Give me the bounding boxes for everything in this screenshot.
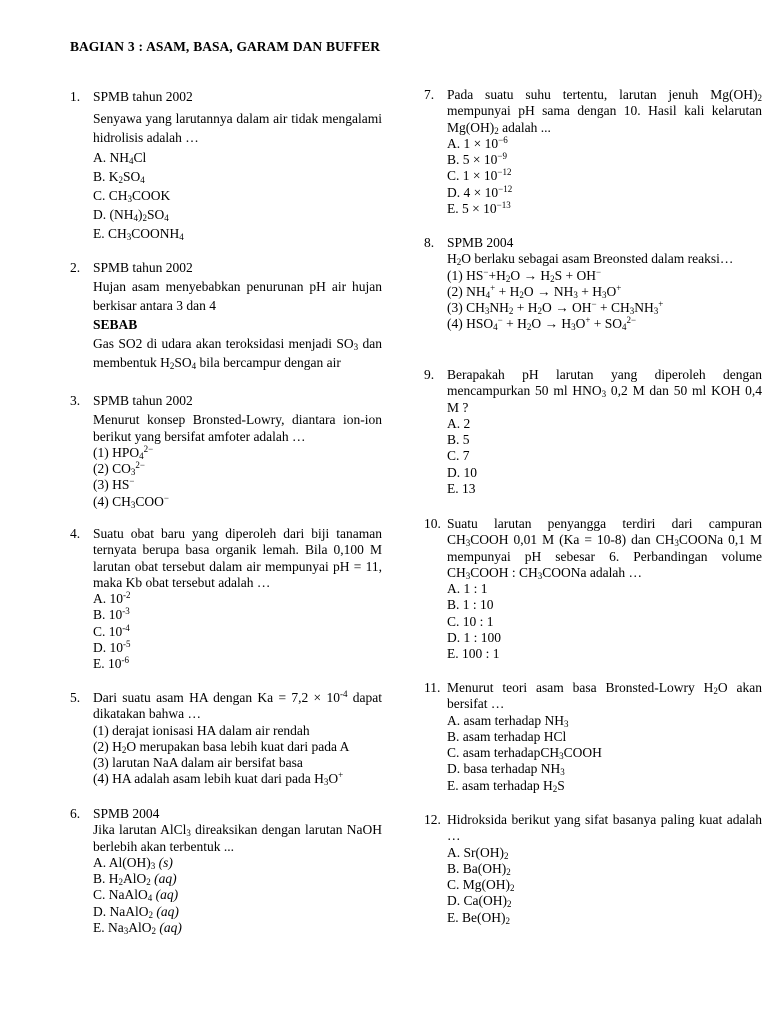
question-number: 10. [424,516,441,531]
option: B. $Ba(OH)_2$ [447,860,511,877]
question-10 [424,516,762,663]
option: A. asam terhadap $NH_3$ [447,712,569,729]
option: (4) $HSO_4^- + H_2O \to H_3O^+ + SO_4^{2-}$ [447,315,637,333]
question-number: 6. [70,806,81,821]
question-reason: Gas SO2 di udara akan teroksidasi menjadi $SO_3$ dan membentuk $H_2SO_4$ bila bercampur dengan air [93,336,382,371]
question-stem: Menurut konsep Bronsted-Lowry, diantara ion-ion berikut yang bersifat amfoter adalah … [93,412,382,444]
option: (4) $CH_3COO^-$ [93,492,169,510]
question-stem: Berapakah pH larutan yang diperoleh dengan mencampurkan 50 ml $HNO_3$ 0,2 M dan 50 ml KOH 0,4 M ? [447,367,762,415]
option: C. 7 [447,448,470,464]
option: B. $5 \times 10^{-9}$ [447,151,507,168]
option: (3) $CH_3NH_2 + H_2O \to OH^- + CH_3NH_3^+$ [447,299,664,317]
answer-options [447,581,762,662]
question-stem: Dari suatu asam HA dengan $Ka = 7,2 \times 10^{-4}$ dapat dikatakan bahwa … [93,689,382,722]
option: D. $10^{-5}$ [93,639,131,656]
option: B. $10^{-3}$ [93,606,130,623]
option: (4) HA adalah asam lebih kuat dari pada $H_3O^+$ [93,770,344,788]
answer-options [93,445,382,510]
option: (2) $CO_3^{2-}$ [93,460,145,478]
option: B. 5 [447,432,470,448]
option: C. $1 \times 10^{-12}$ [447,167,512,184]
option: D. $Ca(OH)_2$ [447,893,512,910]
option: C. asam terhadapCH$_3$COOH [447,745,602,762]
question-stem: Hidroksida berikut yang sifat basanya paling kuat adalah … [447,812,762,844]
question-number: 2. [70,260,81,275]
option: B. $H_2AlO_2$ (aq) [93,871,177,888]
question-5 [70,690,382,788]
question-number: 1. [70,89,81,104]
option: D. 1 : 100 [447,630,501,646]
question-7 [424,87,762,217]
option: (1) derajat ionisasi HA dalam air rendah [93,722,310,738]
option: B. asam terhadap HCl [447,728,567,744]
option: E. asam terhadap $H_2S$ [447,777,565,794]
question-6 [70,806,382,936]
question-stem: Menurut teori asam basa Bronsted-Lowry $H_2O$ akan bersifat … [447,680,762,712]
option: C. $Mg(OH)_2$ [447,877,515,894]
answer-options [93,148,382,243]
question-source: SPMB tahun 2002 [93,89,193,104]
sebab-connector: SEBAB [93,317,138,332]
question-stem: Suatu larutan penyangga terdiri dari campuran $CH_3COOH$ 0,01 M (Ka = 10-8) dan $CH_3COONa$ 0,1 M mempunyai pH sebesar 6. Perbandingan volume $CH_3COOH$ : $CH_3COONa$ adalah … [447,516,763,581]
option: A. $NH_4Cl$ [93,150,147,167]
option: A. 1 : 1 [447,581,488,597]
answer-options [93,723,382,788]
option: C. $CH_3COOK$ [93,188,171,205]
option: (3) HS− [93,476,135,493]
question-number: 9. [424,367,435,382]
question-source: SPMB tahun 2002 [93,393,193,408]
question-11 [424,680,762,794]
option: E. $Na_3AlO_2$ (aq) [93,920,182,937]
question-stem: Pada suatu suhu tertentu, larutan jenuh $Mg(OH)_2$ mempunyai pH sama dengan 10. Hasil kali kelarutan $Mg(OH)_2$ adalah ... [447,87,762,136]
question-number: 7. [424,87,435,102]
question-number: 5. [70,690,81,705]
question-9 [424,367,762,497]
option: (2) $H_2O$ merupakan basa lebih kuat dari pada A [93,738,350,755]
option: E. 13 [447,481,476,497]
question-source: SPMB tahun 2002 [93,260,193,275]
question-12 [424,812,762,926]
answer-options [93,591,382,672]
question-number: 4. [70,526,81,541]
option: (3) larutan NaA dalam air bersifat basa [93,755,303,771]
question-3 [70,393,382,510]
option: A. $1 \times 10^{-6}$ [447,134,508,151]
question-1 [70,89,382,243]
answer-options [447,713,762,794]
answer-options [447,268,762,333]
question-stem: $H_2O$ berlaku sebagai asam Breonsted dalam reaksi… [447,251,734,268]
option: E. $10^{-6}$ [93,655,129,672]
option: B. $K_2SO_4$ [93,169,145,186]
option: A. $10^{-2}$ [93,590,131,607]
section-title-text: BAGIAN 3 : ASAM, BASA, GARAM DAN BUFFER [70,39,380,54]
question-stem: Senyawa yang larutannya dalam air tidak mengalami hidrolisis adalah … [93,111,382,146]
question-2 [70,258,382,372]
option: C. $10^{-4}$ [93,622,130,639]
option: B. 1 : 10 [447,597,494,613]
option: E. 100 : 1 [447,646,500,662]
option: C. NaAlO$_4$ (aq) [93,887,179,904]
option: (1) $HPO_4^{2-}$ [93,443,154,461]
question-number: 8. [424,235,435,250]
option: C. 10 : 1 [447,613,494,629]
question-8 [424,235,762,333]
option: D. NaAlO$_2$ (aq) [93,903,179,920]
option: E. $Be(OH)_2$ [447,909,510,926]
question-number: 3. [70,393,81,408]
question-stem: Jika larutan AlCl$_3$ direaksikan dengan larutan NaOH berlebih akan terbentuk ... [93,822,382,854]
option: (1) $HS^-+H_2O \to H_2S + OH^-$ [447,266,602,284]
option: D. $(NH_4)_2SO_4$ [93,207,169,224]
option: (2) $NH_4^+ + H_2O \to NH_3 + H_3O^+$ [447,282,622,300]
answer-options [93,855,382,936]
option: A. 2 [447,415,471,431]
answer-options [447,416,762,497]
question-stem: Hujan asam menyebabkan penurunan pH air hujan berkisar antara 3 dan 4 [93,279,382,313]
question-source: SPMB 2004 [447,235,514,250]
question-number: 12. [424,812,441,827]
answer-options [447,136,762,217]
option: D. $4 \times 10^{-12}$ [447,183,513,200]
option: D. basa terhadap $NH_3$ [447,761,565,778]
answer-options [447,845,762,926]
question-stem: Suatu obat baru yang diperoleh dari biji tanaman ternyata berupa basa organik lemah. Bila 0,100 M larutan obat tersebut dalam air mempunyai pH = 11, maka Kb obat tersebut adalah … [93,526,382,590]
option: E. $5 \times 10^{-13}$ [447,200,511,217]
option: A. $Al(OH)_3$ (s) [93,854,173,871]
option: D. 10 [447,464,477,480]
section-title [70,38,380,56]
question-source: SPMB 2004 [93,806,160,821]
question-4 [70,526,382,673]
option: E. $CH_3COONH_4$ [93,226,184,243]
question-number: 11. [424,680,441,695]
option: A. $Sr(OH)_2$ [447,844,509,861]
